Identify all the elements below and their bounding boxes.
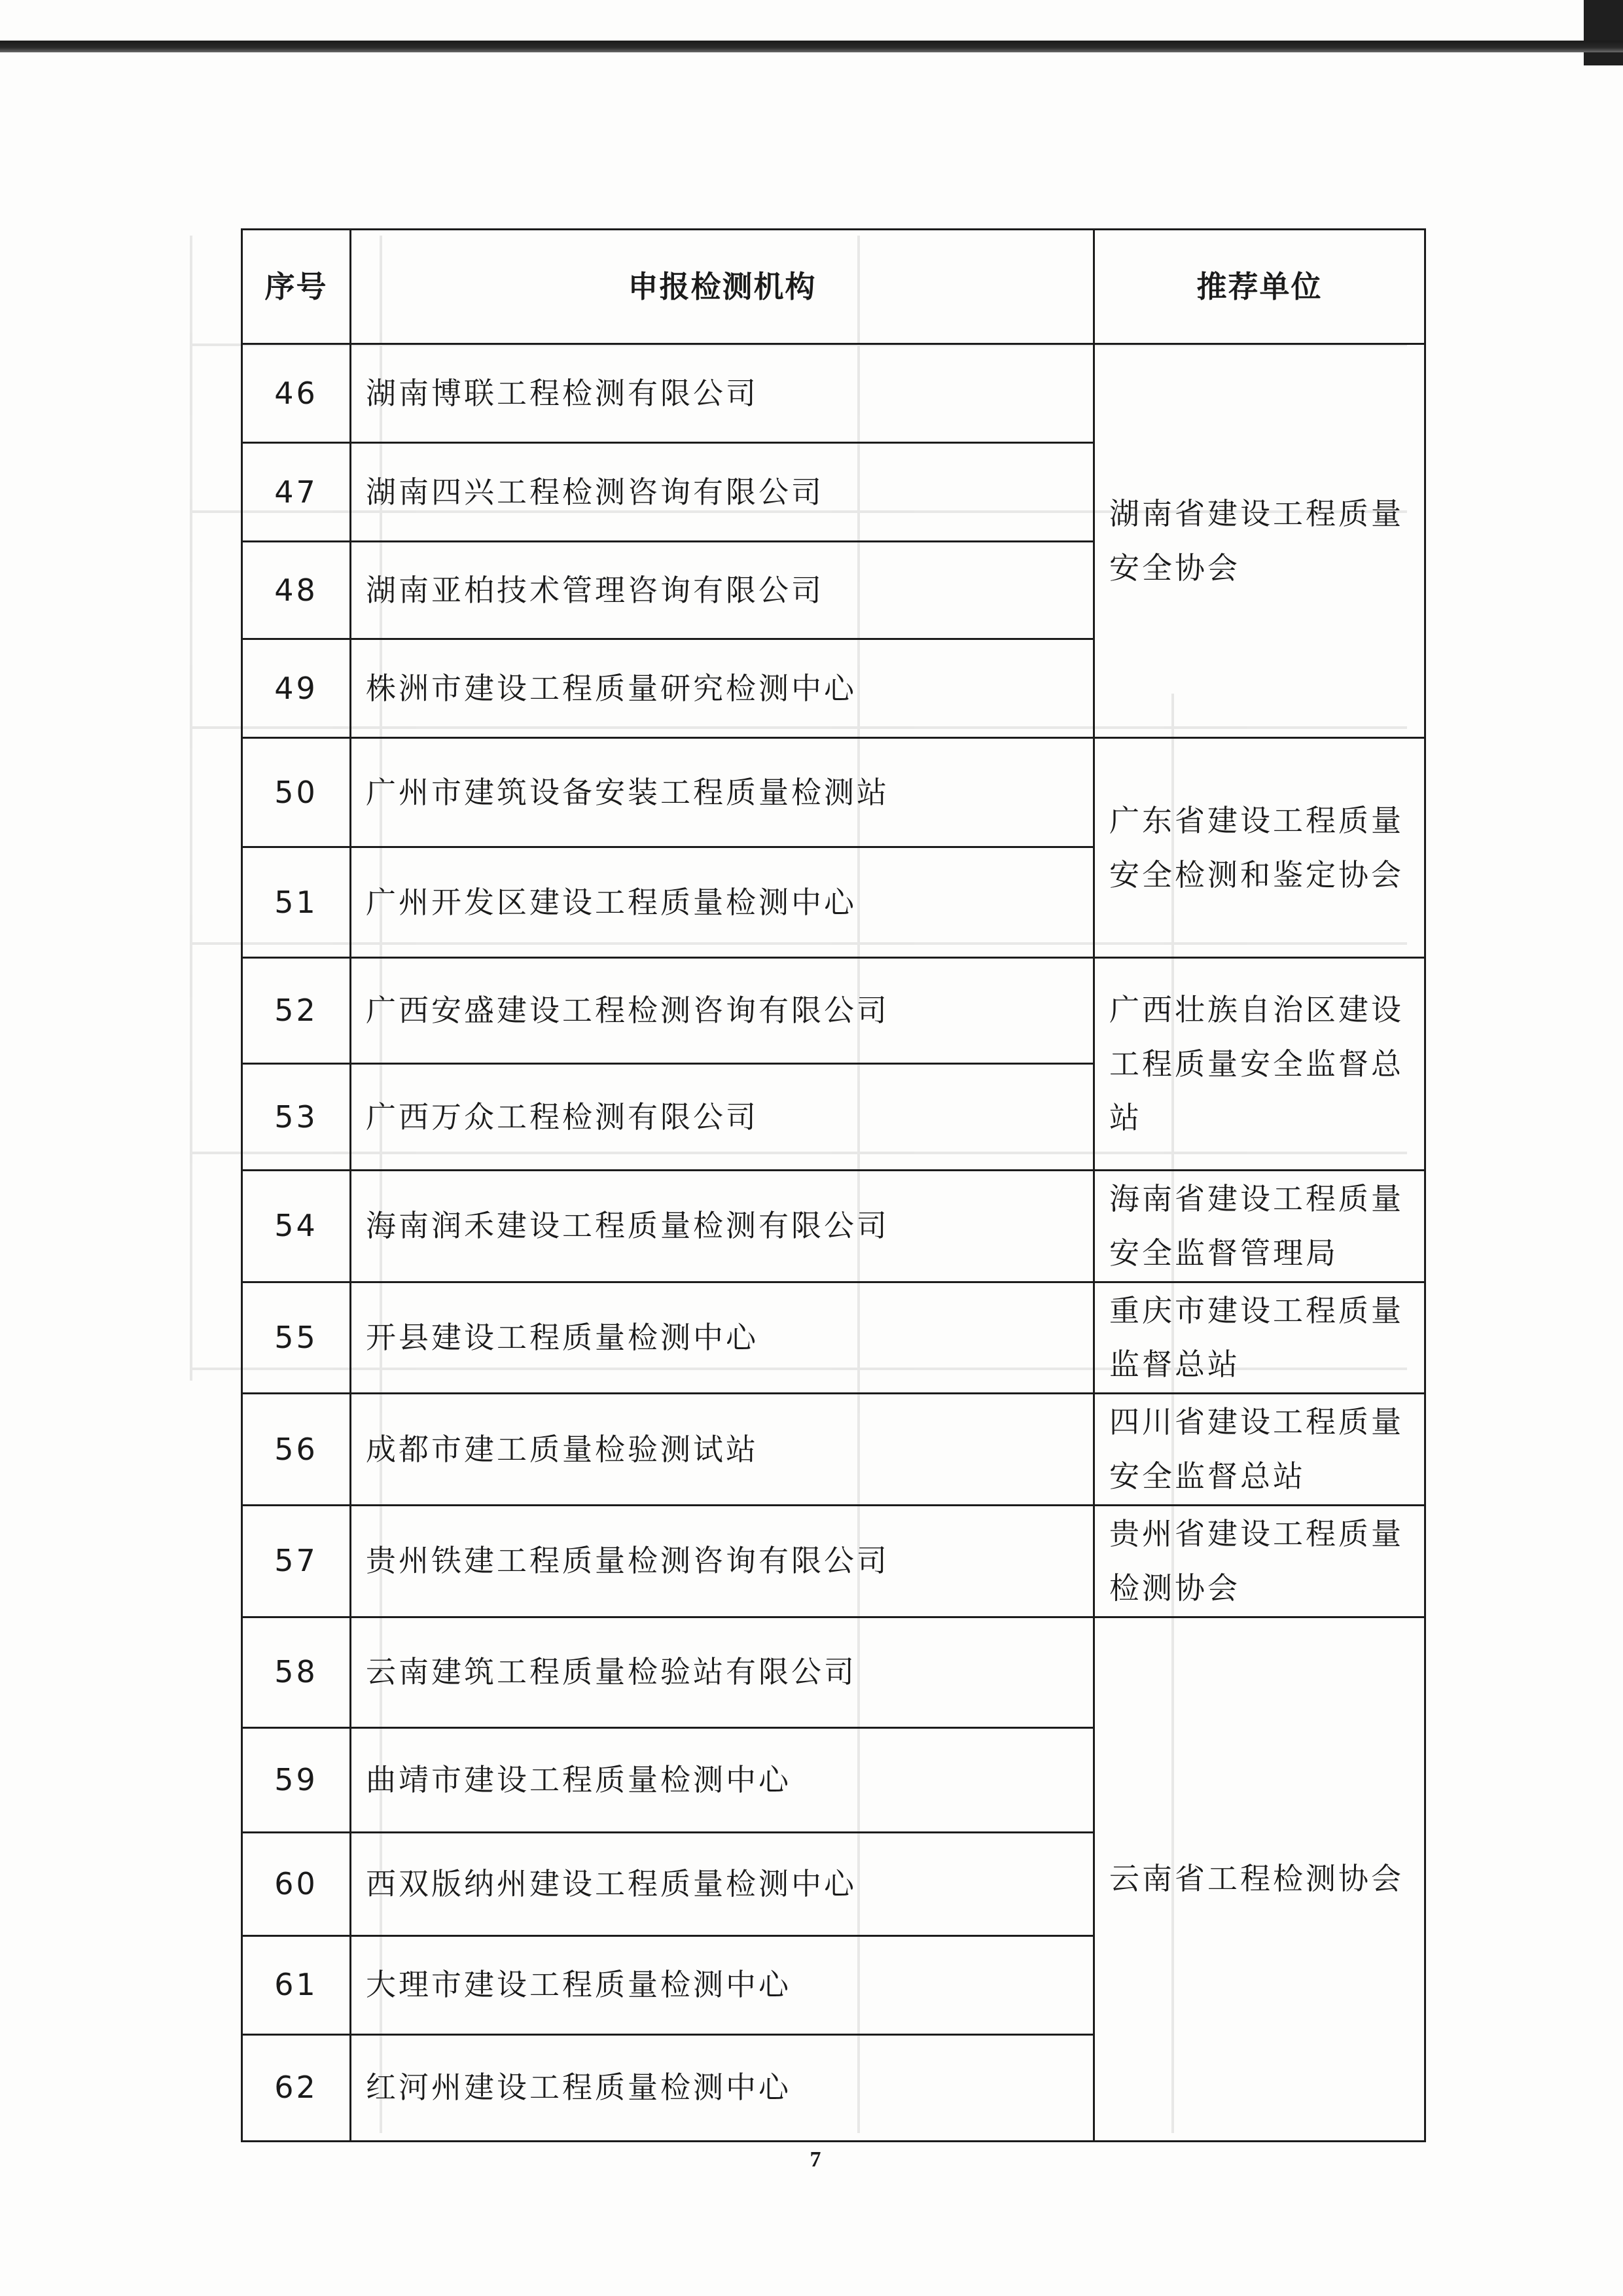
table-row (242, 1282, 1425, 1394)
row-number: 49 (242, 639, 351, 738)
row-number: 57 (242, 1505, 351, 1617)
row-number: 51 (242, 847, 351, 958)
table-row (242, 1394, 1425, 1506)
organization-name: 湖南博联工程检测有限公司 (351, 344, 1094, 443)
row-number: 62 (242, 2034, 351, 2141)
row-number: 46 (242, 344, 351, 443)
recommender-unit: 重庆市建设工程质量监督总站 (1094, 1282, 1425, 1394)
organization-name: 海南润禾建设工程质量检测有限公司 (351, 1171, 1094, 1282)
table-row (242, 1617, 1425, 1727)
organization-name: 红河州建设工程质量检测中心 (351, 2034, 1094, 2141)
table-header-row (242, 230, 1425, 344)
organization-name: 曲靖市建设工程质量检测中心 (351, 1727, 1094, 1832)
recommender-unit: 广东省建设工程质量安全检测和鉴定协会 (1094, 738, 1425, 958)
row-number: 52 (242, 958, 351, 1064)
row-number: 58 (242, 1617, 351, 1727)
organization-name: 大理市建设工程质量检测中心 (351, 1935, 1094, 2034)
organization-name: 广西安盛建设工程检测咨询有限公司 (351, 958, 1094, 1064)
organization-name: 云南建筑工程质量检验站有限公司 (351, 1617, 1094, 1727)
recommender-unit: 海南省建设工程质量安全监督管理局 (1094, 1171, 1425, 1282)
row-number: 54 (242, 1171, 351, 1282)
row-number: 48 (242, 542, 351, 639)
row-number: 47 (242, 443, 351, 542)
organization-name: 成都市建工质量检验测试站 (351, 1394, 1094, 1506)
table-row (242, 738, 1425, 847)
row-number: 56 (242, 1394, 351, 1506)
row-number: 55 (242, 1282, 351, 1394)
page-number: 7 (810, 2147, 821, 2172)
organization-name: 广西万众工程检测有限公司 (351, 1064, 1094, 1171)
row-number: 59 (242, 1727, 351, 1832)
row-number: 60 (242, 1832, 351, 1935)
row-number: 50 (242, 738, 351, 847)
recommender-unit: 云南省工程检测协会 (1094, 1617, 1425, 2141)
recommender-unit: 广西壮族自治区建设工程质量安全监督总站 (1094, 958, 1425, 1171)
table-row (242, 1505, 1425, 1617)
organization-name: 广州开发区建设工程质量检测中心 (351, 847, 1094, 958)
table-row (242, 344, 1425, 443)
header-index: 序号 (242, 230, 351, 344)
top-rule (0, 41, 1623, 52)
organization-name: 湖南四兴工程检测咨询有限公司 (351, 443, 1094, 542)
organization-table (241, 228, 1426, 2142)
recommender-unit: 四川省建设工程质量安全监督总站 (1094, 1394, 1425, 1506)
organization-name: 开县建设工程质量检测中心 (351, 1282, 1094, 1394)
row-number: 53 (242, 1064, 351, 1171)
table-row (242, 1171, 1425, 1282)
recommender-unit: 贵州省建设工程质量检测协会 (1094, 1505, 1425, 1617)
organization-name: 湖南亚柏技术管理咨询有限公司 (351, 542, 1094, 639)
recommender-unit: 湖南省建设工程质量安全协会 (1094, 344, 1425, 738)
table-row (242, 958, 1425, 1064)
organization-name: 广州市建筑设备安装工程质量检测站 (351, 738, 1094, 847)
header-recommender: 推荐单位 (1094, 230, 1425, 344)
row-number: 61 (242, 1935, 351, 2034)
organization-name: 株洲市建设工程质量研究检测中心 (351, 639, 1094, 738)
scan-corner-mark (1584, 0, 1623, 65)
organization-name: 西双版纳州建设工程质量检测中心 (351, 1832, 1094, 1935)
organization-name: 贵州铁建工程质量检测咨询有限公司 (351, 1505, 1094, 1617)
header-organization: 申报检测机构 (351, 230, 1094, 344)
